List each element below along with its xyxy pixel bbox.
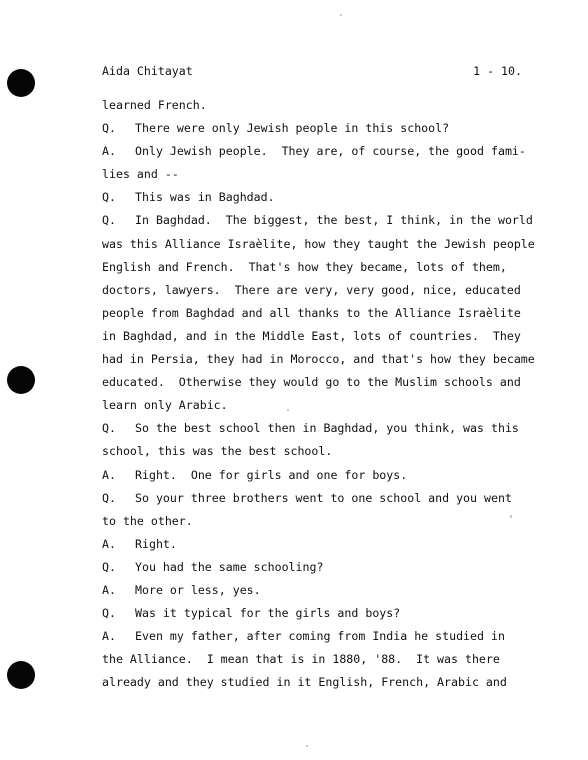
transcript-line (102, 653, 524, 676)
transcript-line (102, 352, 535, 376)
answer-marker: A. (102, 536, 116, 551)
line-text: lies and -- (102, 167, 179, 182)
punch-hole-bottom (7, 661, 35, 689)
transcript-line (102, 376, 524, 399)
line-text: people from Baghdad and all thanks to the Alliance Israèlite (102, 305, 521, 320)
line-text: learned French. (102, 98, 207, 112)
line-text: the Alliance. I mean that is in 1880, '88. It was there (102, 652, 500, 667)
line-text: educated. Otherwise they would go to the Muslim schools and (102, 375, 521, 390)
paper-speck (510, 515, 512, 518)
interviewee-name: Aida Chitayat (102, 64, 193, 78)
line-text: Was it typical for the girls and boys? (135, 606, 401, 621)
answer-marker: A. (102, 144, 116, 159)
question-marker: Q. (102, 421, 116, 436)
paper-speck (306, 745, 308, 747)
answer-marker: A. (102, 582, 116, 597)
page-header (102, 65, 522, 83)
line-text: English and French. That's how they became, lots of them, (102, 259, 507, 274)
paper-speck (340, 14, 342, 16)
page-number: 1 - 10. (473, 64, 522, 78)
line-text: In Baghdad. The biggest, the best, I think, in the world (135, 213, 533, 228)
line-text: Right. One for girls and one for boys. (135, 467, 408, 482)
question-marker: Q. (102, 121, 116, 136)
transcript-line (102, 307, 524, 330)
line-text: There were only Jewish people in this school? (135, 121, 450, 136)
line-text: This was in Baghdad. (135, 190, 275, 205)
line-text: had in Persia, they had in Morocco, and that's how they became (102, 352, 535, 367)
transcript-line (102, 584, 524, 607)
line-text: was this Alliance Israèlite, how they taught the Jewish people (102, 236, 535, 251)
question-marker: Q. (102, 490, 116, 505)
transcript-line (102, 330, 524, 353)
line-text: So your three brothers went to one school and you went (135, 490, 512, 505)
question-marker: Q. (102, 213, 116, 228)
transcript-line (102, 561, 524, 584)
answer-marker: A. (102, 467, 116, 482)
transcript-line (102, 236, 535, 261)
line-text: Even my father, after coming from India he studied in (135, 629, 505, 644)
line-text: More or less, yes. (135, 582, 261, 597)
transcript-line (102, 607, 524, 630)
line-text: school, this was the best school. (102, 444, 333, 459)
line-text: in Baghdad, and in the Middle East, lots of countries. They (102, 328, 521, 343)
line-text: already and they studied in it English, French, Arabic and (102, 675, 507, 690)
transcript-line (102, 122, 524, 145)
transcript-line (102, 515, 524, 538)
line-text: doctors, lawyers. There are very, very good, nice, educated (102, 282, 521, 297)
transcript-line (102, 191, 524, 214)
transcript-line (102, 213, 533, 237)
transcript-line (102, 538, 524, 561)
paper-speck (287, 409, 289, 411)
line-text: You had the same schooling? (135, 559, 324, 574)
transcript-line (102, 469, 524, 492)
transcript-line (102, 99, 524, 122)
transcript-line (102, 676, 524, 699)
transcript-line (102, 492, 524, 515)
transcript-line (102, 168, 524, 191)
punch-hole-middle (7, 366, 35, 394)
line-text: to the other. (102, 513, 193, 528)
question-marker: Q. (102, 559, 116, 574)
transcript-line (102, 261, 524, 284)
line-text: Only Jewish people. They are, of course, the good fami- (135, 144, 526, 159)
punch-hole-top (7, 69, 35, 97)
transcript-body (102, 98, 535, 699)
transcript-line (102, 630, 524, 653)
transcript-line (102, 445, 524, 468)
transcript-line (102, 399, 524, 422)
line-text: Right. (135, 536, 177, 551)
line-text: learn only Arabic. (102, 398, 228, 413)
answer-marker: A. (102, 629, 116, 644)
transcript-line (102, 284, 524, 307)
question-marker: Q. (102, 190, 116, 205)
question-marker: Q. (102, 606, 116, 621)
transcript-line (102, 145, 524, 168)
line-text: So the best school then in Baghdad, you think, was this (135, 421, 519, 436)
transcript-line (102, 422, 524, 445)
